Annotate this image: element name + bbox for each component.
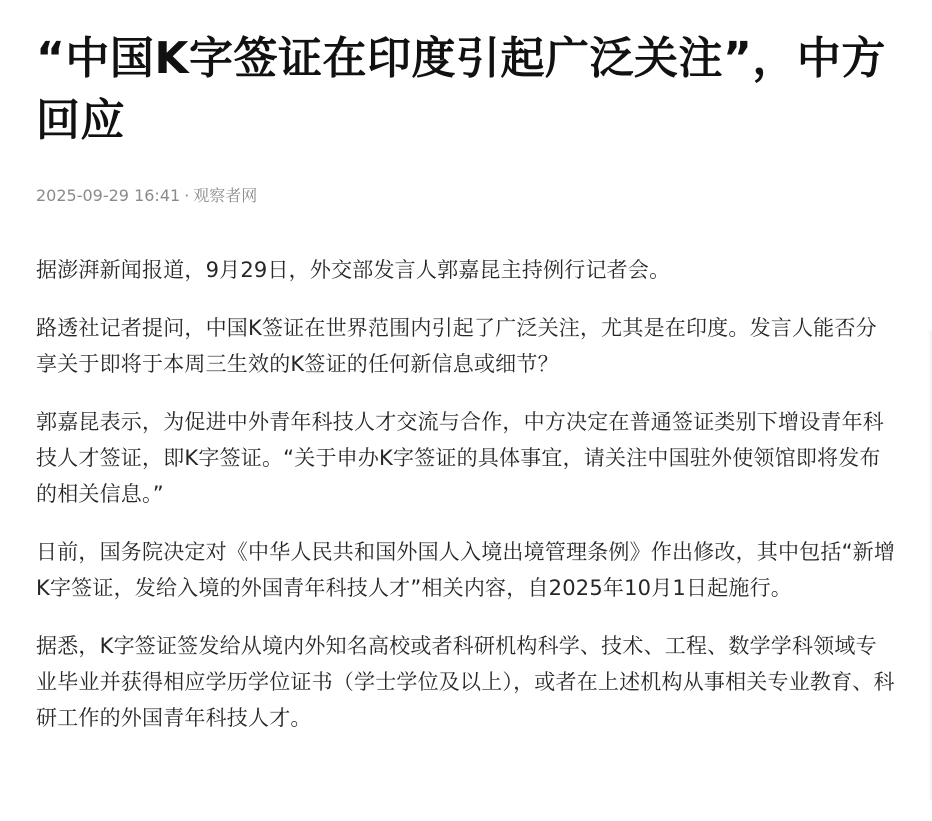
article-meta xyxy=(36,184,896,208)
article xyxy=(36,28,896,758)
meta-separator: · xyxy=(184,186,190,205)
article-title: “中国K字签证在印度引起广泛关注”，中方回应 xyxy=(36,33,886,146)
paragraph: 路透社记者提问，中国K签证在世界范围内引起了广泛关注，尤其是在印度。发言人能否分享关于即将于本周三生效的K签证的任何新信息或细节？ xyxy=(36,316,877,376)
page-edge-shadow xyxy=(928,330,932,800)
paragraph: 据澎湃新闻报道，9月29日，外交部发言人郭嘉昆主持例行记者会。 xyxy=(36,258,671,282)
publish-datetime: 2025-09-29 16:41 xyxy=(36,186,181,205)
paragraph: 郭嘉昆表示，为促进中外青年科技人才交流与合作，中方决定在普通签证类别下增设青年科技人才签证，即K字签证。“关于申办K字签证的具体事宜，请关注中国驻外使领馆即将发布的相关信息。” xyxy=(36,410,884,506)
article-body xyxy=(36,252,896,736)
paragraph: 据悉，K字签证签发给从境内外知名高校或者科研机构科学、技术、工程、数学学科领域专业毕业并获得相应学历学位证书（学士学位及以上），或者在上述机构从事相关专业教育、科研工作的外国青年科技人才。 xyxy=(36,634,895,730)
paragraph: 日前，国务院决定对《中华人民共和国外国人入境出境管理条例》作出修改，其中包括“新增K字签证，发给入境的外国青年科技人才”相关内容，自2025年10月1日起施行。 xyxy=(36,540,896,600)
source-name[interactable]: 观察者网 xyxy=(193,186,258,205)
